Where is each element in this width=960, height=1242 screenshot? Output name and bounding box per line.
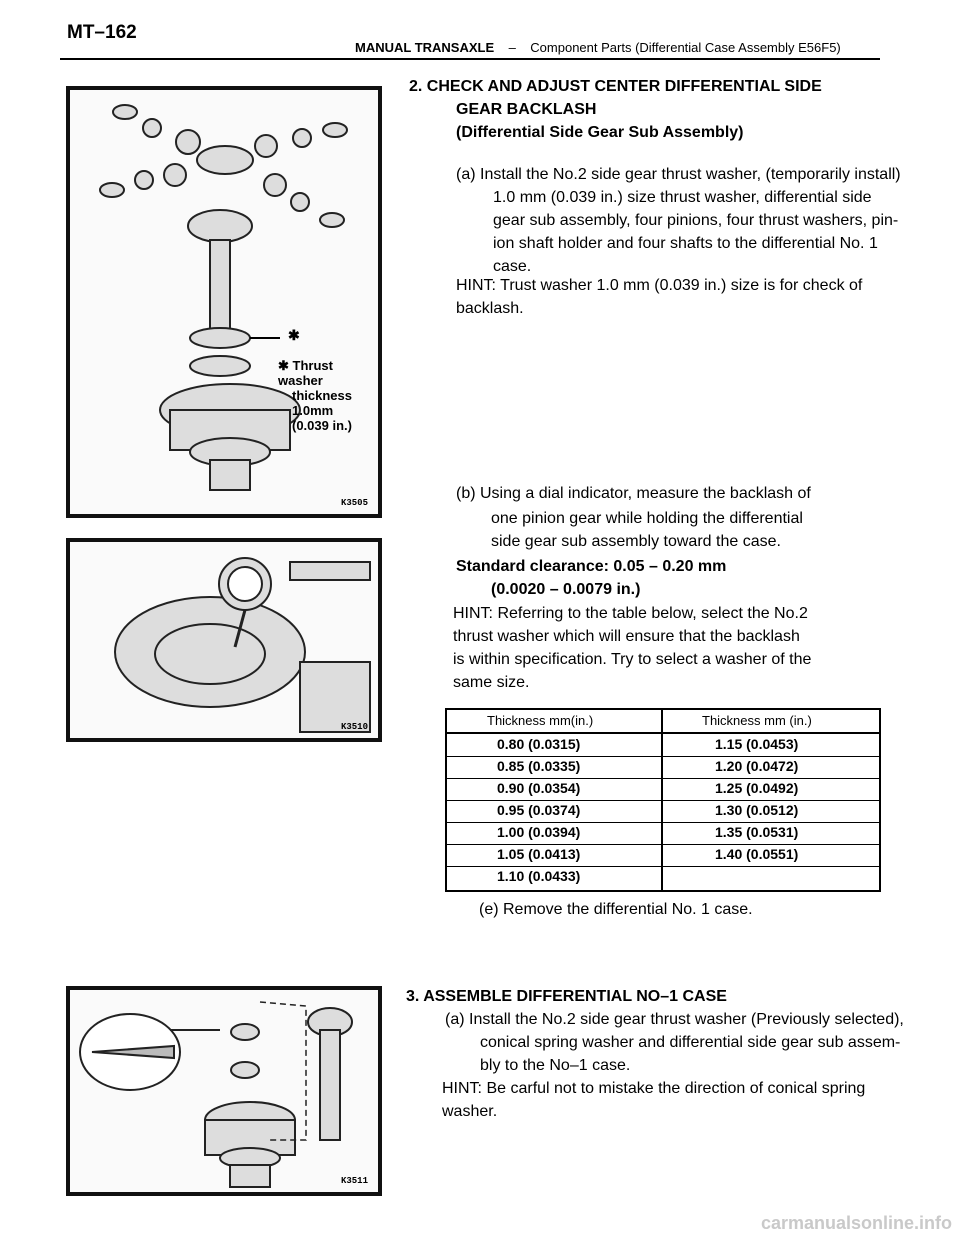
- table-cell: 1.15 (0.0453): [715, 736, 799, 752]
- step2-hint1-l1: HINT: Trust washer 1.0 mm (0.039 in.) size is for check of: [456, 277, 863, 294]
- header-rule: [60, 58, 880, 60]
- step2-hint2-l2: thrust washer which will ensure that the backlash: [453, 628, 800, 645]
- thickness-table: [445, 708, 881, 892]
- figure-code: K3511: [340, 1176, 368, 1186]
- callout-l4: (0.039 in.): [292, 418, 352, 433]
- table-cell: 1.10 (0.0433): [497, 868, 581, 884]
- step2-a-l2: 1.0 mm (0.039 in.) size thrust washer, differential side: [493, 189, 872, 206]
- table-header-left: Thickness mm(in.): [487, 713, 594, 728]
- step2-b-l1: (b) Using a dial indicator, measure the backlash of: [456, 485, 811, 502]
- watermark: carmanualsonline.info: [760, 1213, 952, 1233]
- header-separator: –: [508, 40, 516, 55]
- table-cell: 1.05 (0.0413): [497, 846, 581, 862]
- step3-a-l3: bly to the No–1 case.: [480, 1057, 631, 1074]
- figure-panel: [70, 90, 378, 514]
- table-cell: 1.35 (0.0531): [715, 824, 799, 840]
- table-cell: 1.25 (0.0492): [715, 780, 799, 796]
- figure-assembly: [66, 986, 382, 1196]
- table-row: [447, 756, 879, 779]
- step2-title-l1: 2. CHECK AND ADJUST CENTER DIFFERENTIAL SIDE: [409, 78, 822, 95]
- page-number: MT–162: [67, 22, 137, 43]
- header-subtitle: Component Parts (Differential Case Assembly E56F5): [530, 40, 841, 55]
- standard-clearance-l2: (0.0020 – 0.0079 in.): [491, 581, 641, 598]
- table-row: [447, 800, 879, 823]
- step2-hint2-l4: same size.: [453, 674, 530, 691]
- figure-exploded-differential: [66, 86, 382, 518]
- table-header-right: Thickness mm (in.): [702, 713, 812, 728]
- table-row: [447, 822, 879, 845]
- callout-l3: 1.0mm: [292, 403, 334, 418]
- figure-dial-indicator: [66, 538, 382, 742]
- step2-b-l3: side gear sub assembly toward the case.: [491, 533, 781, 550]
- page-header: [355, 40, 841, 55]
- figure-panel: [70, 990, 378, 1192]
- step3-hint-l2: washer.: [442, 1103, 498, 1120]
- table-header: [447, 710, 879, 734]
- figure-panel: [70, 542, 378, 738]
- step2-title-l3: (Differential Side Gear Sub Assembly): [456, 124, 744, 141]
- assembly-illustration: [70, 990, 378, 1192]
- figure-code: K3505: [340, 498, 368, 508]
- table-cell: 1.00 (0.0394): [497, 824, 581, 840]
- step2-hint1-l2: backlash.: [456, 300, 524, 317]
- table-cell: 0.85 (0.0335): [497, 758, 581, 774]
- table-row: [447, 778, 879, 801]
- section-title: MANUAL TRANSAXLE: [355, 40, 495, 55]
- step2-hint2-l1: HINT: Referring to the table below, select the No.2: [453, 605, 808, 622]
- table-cell: 1.20 (0.0472): [715, 758, 799, 774]
- standard-clearance-l1: Standard clearance: 0.05 – 0.20 mm: [456, 558, 727, 575]
- table-cell: 1.40 (0.0551): [715, 846, 799, 862]
- step2-a-l4: ion shaft holder and four shafts to the differential No. 1: [493, 235, 878, 252]
- table-cell: 0.90 (0.0354): [497, 780, 581, 796]
- step2-a-l5: case.: [493, 258, 532, 275]
- step3-title: 3. ASSEMBLE DIFFERENTIAL NO–1 CASE: [406, 988, 727, 1005]
- dial-indicator-illustration: [70, 542, 378, 738]
- step2-title-l2: GEAR BACKLASH: [456, 101, 597, 118]
- thrust-washer-callout: [278, 358, 378, 433]
- step2-hint2-l3: is within specification. Try to select a washer of the: [453, 651, 812, 668]
- step2-b-l2: one pinion gear while holding the differential: [491, 510, 803, 527]
- table-row: [447, 866, 879, 888]
- callout-title: ✱ Thrust washer: [278, 358, 333, 388]
- differential-exploded-illustration: [70, 90, 378, 514]
- table-cell: 0.95 (0.0374): [497, 802, 581, 818]
- step2-a-l1: (a) Install the No.2 side gear thrust washer, (temporarily install): [456, 166, 901, 183]
- table-row: [447, 844, 879, 867]
- callout-l2: thickness: [292, 388, 352, 403]
- step2-a-l3: gear sub assembly, four pinions, four thrust washers, pin-: [493, 212, 899, 229]
- step3-hint-l1: HINT: Be carful not to mistake the direction of conical spring: [442, 1080, 866, 1097]
- step3-a-l2: conical spring washer and differential side gear sub assem-: [480, 1034, 901, 1051]
- figure-code: K3510: [340, 722, 368, 732]
- table-cell: 1.30 (0.0512): [715, 802, 799, 818]
- step3-a-l1: (a) Install the No.2 side gear thrust washer (Previously selected),: [445, 1011, 904, 1028]
- step2-e: (e) Remove the differential No. 1 case.: [479, 901, 753, 918]
- callout-star: ✱: [288, 327, 300, 343]
- table-cell: 0.80 (0.0315): [497, 736, 581, 752]
- table-row: [447, 734, 879, 757]
